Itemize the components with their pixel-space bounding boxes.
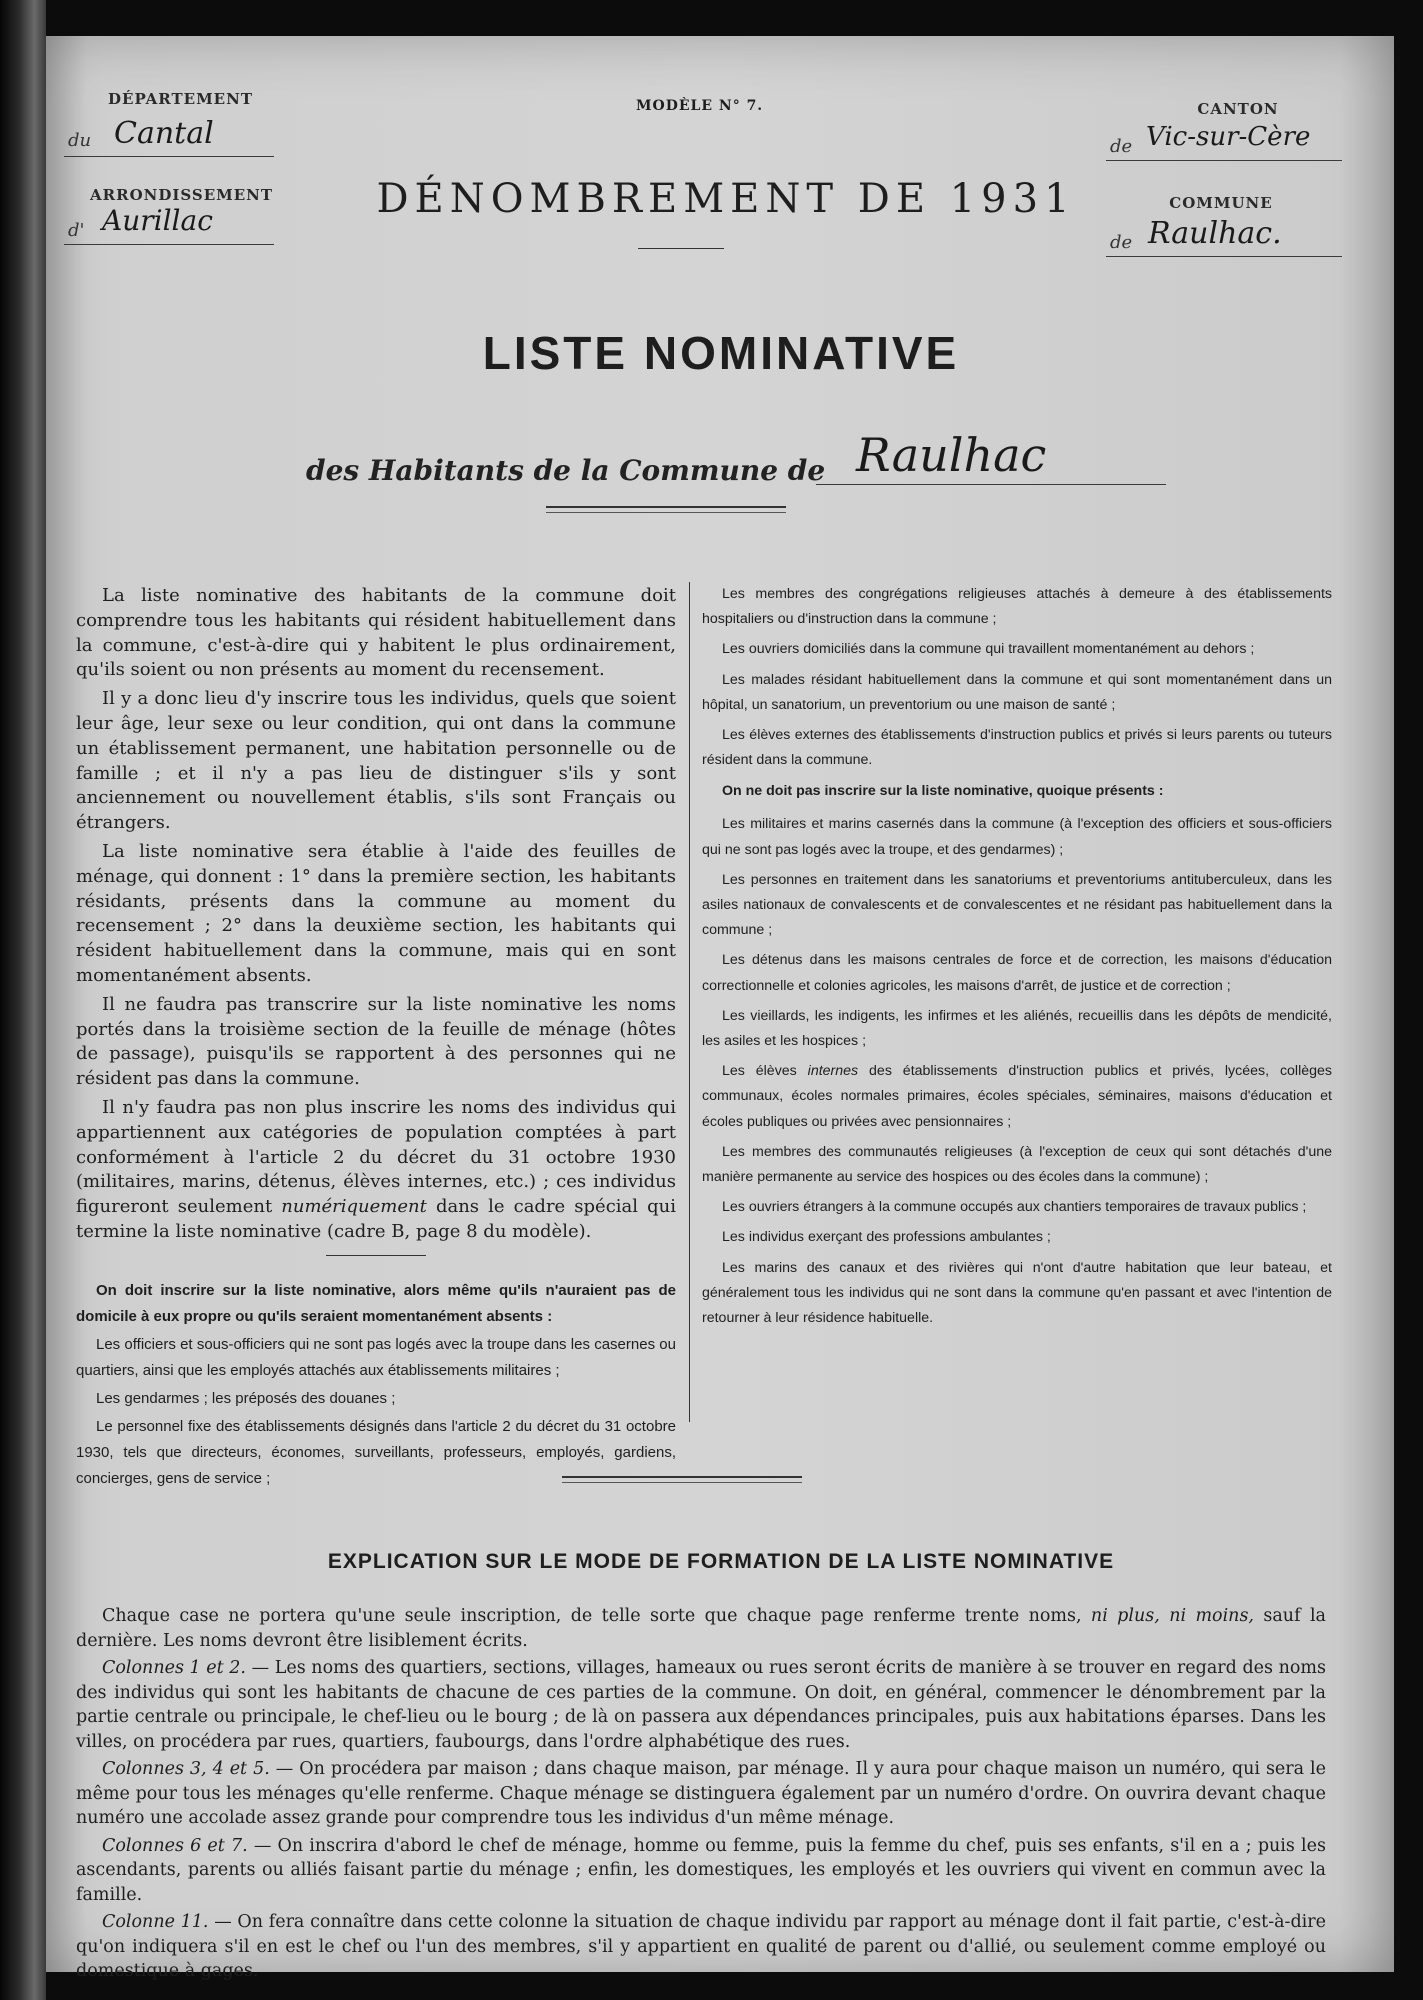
paragraph: Il ne faudra pas transcrire sur la liste nominative les noms portés dans la troisième section de la feuille de ménage (hôtes de passage), puisqu'ils se rapportent à des personnes qui ne résident pas dans la commune.: [76, 993, 676, 1090]
column-text: — Les noms des quartiers, sections, villages, hameaux ou rues seront écrits de manière à se trouver en regard des noms des individus qui sont les habitants de chacune de ces parties de la commune. On doit, en général, commencer le dénombrement par la partie centrale ou principale, le chef-lieu ou le bourg ; de là on passera aux dépendances principales, puis aux habitations éparses. Dans les villes, on procédera par rues, quartiers, faubourgs, dans l'ordre alphabétique des rues.: [76, 1658, 1326, 1752]
inscrire-item: Les membres des congrégations religieuses attachés à demeure à des établissements hospitaliers ou d'instruction dans la commune ;: [702, 586, 1332, 628]
exclusion-item: Les militaires et marins casernés dans la commune (à l'exception des officiers et sous-officiers qui ne sont pas logés avec la troupe, et des gendarmes) ;: [702, 816, 1332, 858]
inscrire-item: Les ouvriers domiciliés dans la commune qui travaillent momentanément au dehors ;: [722, 641, 1255, 658]
exclusion-heading: On ne doit pas inscrire sur la liste nominative, quoique présents :: [722, 783, 1164, 800]
paragraph: La liste nominative sera établie à l'aide des feuilles de ménage, qui donnent : 1° dans la première section, les habitants résidants, présents dans la commune au moment du recensement ; 2° dans la deuxième section, les habitants qui résident habituellement dans la commune, mais qui en sont momentanément absents.: [76, 840, 676, 986]
explication-columns-6-7: [76, 1834, 1326, 1908]
exclusion-item-eleves: [702, 1059, 1332, 1135]
title-rule: [638, 248, 724, 249]
liste-nominative-title: LISTE NOMINATIVE: [482, 327, 960, 379]
arrondissement-prefix: d': [68, 220, 85, 241]
column-lead: Colonnes 1 et 2.: [102, 1658, 246, 1678]
explication-intro: [76, 1604, 1326, 1653]
item-part: Les élèves: [722, 1063, 808, 1080]
paragraph-part: Il n'y faudra pas non plus inscrire les noms des individus qui appartiennent aux catégories de population comptées à part conformément à l'article 2 du décret du 31 octobre 1930 (militaires, marins, détenus, élèves internes, etc.) ; ces individus figureront seulement: [76, 1096, 676, 1218]
arrondissement-field: [64, 204, 274, 245]
exclusion-item: Les membres des communautés religieuses (à l'exception de ceux qui sont détachés d'une manière permanente au service des hospices ou des écoles dans la commune) ;: [702, 1143, 1332, 1186]
inscrire-heading: On doit inscrire sur la liste nominative, alors même qu'ils n'auraient pas de domicile à eux propre ou qu'ils seraient momentanément absents :: [76, 1281, 676, 1325]
inscrire-item: Le personnel fixe des établissements désignés dans l'article 2 du décret du 31 octobre 1930, tels que directeurs, économes, surveillants, professeurs, employés, gardiens, concierges, gens de service ;: [76, 1417, 676, 1487]
exclusion-item: Les personnes en traitement dans les sanatoriums et preventoriums antituberculeux, dans les asiles nationaux de convalescents et de convalescentes et ne résidant pas habituellement dans la commune ;: [702, 871, 1332, 939]
modele-number: MODÈLE N° 7.: [636, 98, 764, 114]
explication-columns-3-5: [76, 1757, 1326, 1831]
commune-field: [1106, 216, 1342, 257]
paragraph: Il y a donc lieu d'y inscrire tous les individus, quels que soient leur âge, leur sexe ou leur condition, qui ont dans la commune un établissement permanent, une habitation personnelle ou de famille ; et il n'y a pas lieu de distinguer s'ils y sont anciennement ou nouvellement établis, s'ils sont Français ou étrangers.: [76, 688, 676, 834]
paragraph: La liste nominative des habitants de la commune doit comprendre tous les habitants qui résident habituellement dans la commune, c'est-à-dire qui y habitent le plus ordinairement, qu'ils soient ou non présents au moment du recensement.: [76, 585, 676, 681]
column-lead: Colonne 11.: [102, 1912, 209, 1932]
ornament-divider: [546, 506, 786, 513]
arrondissement-label: ARRONDISSEMENT: [90, 186, 274, 204]
commune-name-field: [816, 428, 1166, 485]
intro-part: sauf la dernière. Les noms devront être lisiblement écrits.: [76, 1606, 1326, 1651]
departement-field: [64, 116, 274, 157]
exclusion-item: Les individus exerçant des professions ambulantes ;: [722, 1229, 1051, 1246]
intro-emphasis: ni plus, ni moins,: [1090, 1606, 1254, 1626]
explication-columns-1-2: [76, 1656, 1326, 1754]
exclusion-item: Les marins des canaux et des rivières qui n'ont d'autre habitation que leur bateau, et généralement tous les individus qui ne sont dans la commune qu'en passant et avec l'intention de retourner à leur résidence habituelle.: [702, 1259, 1332, 1327]
inscrire-item: Les malades résidant habituellement dans la commune et qui sont momentanément dans un hôpital, un sanatorium, un preventorium ou une maison de santé ;: [702, 671, 1332, 713]
commune-name-handwritten: Raulhac: [856, 428, 1047, 482]
inscrire-item: Les gendarmes ; les préposés des douanes ;: [96, 1389, 396, 1407]
main-title: DÉNOMBREMENT DE 1931: [376, 176, 1076, 222]
commune-value: Raulhac.: [1148, 216, 1282, 251]
canton-prefix: de: [1110, 136, 1133, 157]
exclusion-item: Les détenus dans les maisons centrales de force et de correction, les maisons d'éducation correctionnelle et colonies agricoles, les maisons d'arrêt, de justice et de correction ;: [702, 952, 1332, 994]
column-divider: [689, 582, 690, 1422]
canton-field: [1106, 120, 1342, 161]
habitants-text: des Habitants de la Commune de: [306, 454, 826, 487]
departement-value: Cantal: [114, 116, 214, 151]
document-page: [46, 36, 1394, 1981]
column-lead: Colonnes 6 et 7.: [102, 1835, 248, 1856]
column-text: — On procédera par maison ; dans chaque maison, par ménage. Il y aura pour chaque maison un numéro, qui sera le même pour tous les ménages qu'elle renferme. Chaque ménage se distinguera également par un numéro d'ordre. On ouvrira devant chaque numéro une accolade assez grande pour comprendre tous les individus d'un même ménage.: [76, 1759, 1327, 1828]
exclusion-item: Les ouvriers étrangers à la commune occupés aux chantiers temporaires de travaux publics ;: [722, 1199, 1307, 1216]
inscrire-item: Les élèves externes des établissements d'instruction publics et privés si leurs parents ou tuteurs résident dans la commune.: [702, 727, 1332, 769]
item-emphasis: internes: [807, 1063, 859, 1080]
intro-part: Chaque case ne portera qu'une seule inscription, de telle sorte que chaque page renferme trente noms,: [102, 1606, 1091, 1626]
book-spine: [0, 0, 46, 2000]
habitants-subtitle: [306, 454, 825, 487]
explication-title: EXPLICATION SUR LE MODE DE FORMATION DE LA LISTE NOMINATIVE: [327, 1550, 1115, 1573]
column-text: — On fera connaître dans cette colonne la situation de chaque individu par rapport au ménage dont il fait partie, c'est-à-dire qu'on indiquera s'il en est le chef ou l'un des membres, s'il y appartient en qualité de parent ou d'allié, ou seulement comme employé ou domestique à gages.: [76, 1912, 1326, 1981]
left-column-rule: [326, 1255, 426, 1256]
arrondissement-value: Aurillac: [102, 204, 213, 237]
paragraph-categories: [76, 1096, 676, 1245]
left-column: [76, 584, 676, 1494]
canton-label: CANTON: [1197, 100, 1279, 118]
departement-prefix: du: [68, 130, 92, 151]
column-lead: Colonnes 3, 4 et 5.: [102, 1759, 270, 1779]
column-text: — On inscrira d'abord le chef de ménage, homme ou femme, puis la femme du chef, puis ses enfants, s'il en a ; puis les ascendants, parents ou alliés faisant partie du ménage ; enfin, les domestiques, les employés et les ouvriers qui vivent en commun avec la famille.: [76, 1835, 1326, 1905]
ornament-divider: [562, 1476, 802, 1483]
paragraph-part: dans le cadre spécial qui termine la liste nominative (cadre B, page 8 du modèle).: [76, 1196, 676, 1242]
departement-label: DÉPARTEMENT: [108, 90, 253, 108]
canton-value: Vic-sur-Cère: [1146, 122, 1311, 152]
inscrire-item: Les officiers et sous-officiers qui ne sont pas logés avec la troupe dans les casernes ou quartiers, ainsi que les employés attachés aux établissements militaires ;: [76, 1335, 676, 1379]
commune-prefix: de: [1110, 232, 1133, 253]
commune-label: COMMUNE: [1169, 194, 1273, 212]
explication-column-11: [76, 1910, 1326, 1984]
explication-body: [76, 1604, 1326, 1987]
item-part: des établissements d'instruction publics et privés, lycées, collèges communaux, écoles normales primaires, écoles spéciales, séminaires, maisons d'éducation et écoles publiques ou privées avec pensionnaires ;: [702, 1063, 1332, 1130]
paragraph-emphasis: numériquement: [281, 1196, 427, 1218]
right-column: [702, 582, 1332, 1336]
exclusion-item: Les vieillards, les indigents, les infirmes et les aliénés, recueillis dans les dépôts de mendicité, les asiles et les hospices ;: [702, 1007, 1332, 1050]
